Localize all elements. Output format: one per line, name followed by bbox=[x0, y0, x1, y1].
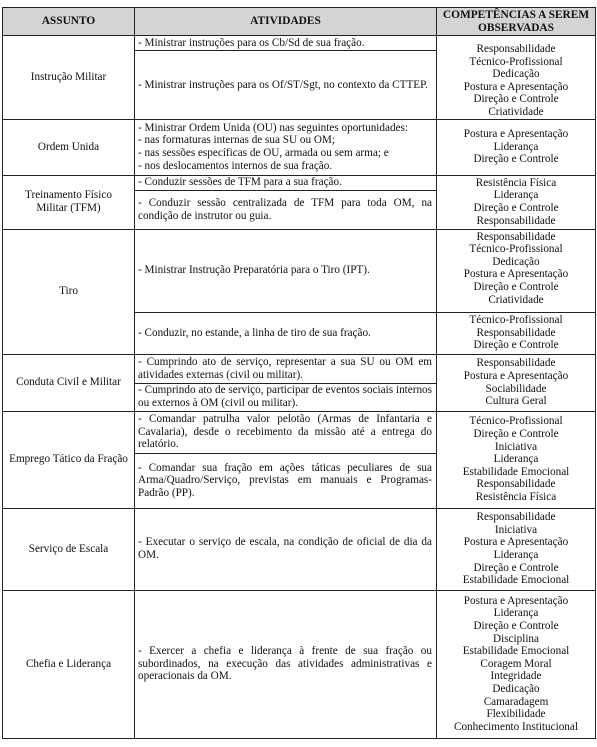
competencias-cell bbox=[437, 411, 596, 508]
competencia-item: Sociabilidade bbox=[485, 382, 547, 395]
atividade-line: - Ministrar Ordem Unida (OU) nas seguintes oportunidades: bbox=[138, 121, 408, 134]
competencia-item: Liderança bbox=[493, 453, 539, 466]
competencia-item: Liderança bbox=[493, 549, 539, 562]
competencia-item: Direção e Controle bbox=[473, 280, 559, 293]
competencia-item: Postura e Apresentação bbox=[463, 128, 569, 141]
header-atividades: ATIVIDADES bbox=[135, 8, 437, 36]
competencia-item: Estabilidade Emocional bbox=[462, 465, 570, 478]
competencia-item: Responsabilidade bbox=[476, 511, 556, 524]
competencia-item: Disciplina bbox=[493, 632, 539, 645]
atividade-cell: - Ministrar instruções para os Of/ST/Sgt, no contexto da CTTEP. bbox=[135, 51, 437, 119]
competencia-item: Postura e Apresentação bbox=[463, 369, 569, 382]
competencias-table bbox=[2, 7, 596, 739]
competencia-item: Resistência Física bbox=[475, 491, 557, 504]
competencia-item: Estabilidade Emocional bbox=[462, 574, 570, 587]
competencia-item: Camaradagem bbox=[483, 695, 549, 708]
competencia-item: Dedicação bbox=[492, 682, 540, 695]
competencia-item: Direção e Controle bbox=[473, 93, 559, 106]
table-row bbox=[3, 590, 596, 738]
competencia-item: Postura e Apresentação bbox=[463, 80, 569, 93]
atividade-cell: - Cumprindo ato de serviço, representar a sua SU ou OM em atividades externas (civil ou militar). bbox=[135, 354, 437, 383]
competencia-item: Direção e Controle bbox=[473, 428, 559, 441]
assunto-cell: Tiro bbox=[3, 229, 135, 354]
atividade-line: - nas formaturas internas de sua SU ou OM; bbox=[138, 134, 335, 147]
header-row bbox=[3, 8, 596, 36]
atividade-cell: - Conduzir sessão centralizada de TFM para toda OM, na condição de instrutor ou guia. bbox=[135, 190, 437, 229]
competencias-cell bbox=[437, 508, 596, 590]
assunto-cell: Chefia e Liderança bbox=[3, 590, 135, 738]
competencia-item: Técnico-Profissional bbox=[469, 243, 563, 256]
atividade-cell: - Comandar patrulha valor pelotão (Armas de Infantaria e Cavalaria), desde o recebimento da missão até a entrega do relatório. bbox=[135, 411, 437, 453]
competencia-item: Liderança bbox=[493, 189, 539, 202]
header-assunto: ASSUNTO bbox=[3, 8, 135, 36]
competencia-item: Responsabilidade bbox=[476, 326, 556, 339]
atividade-cell: - Conduzir sessões de TFM para a sua fração. bbox=[135, 175, 437, 190]
competencia-item: Direção e Controle bbox=[473, 339, 559, 352]
atividade-cell: - Conduzir, no estande, a linha de tiro de sua fração. bbox=[135, 312, 437, 354]
competencias-cell bbox=[437, 354, 596, 411]
header-competencias bbox=[437, 8, 596, 36]
competencia-item: Liderança bbox=[493, 140, 539, 153]
header-competencias-line-2: OBSERVADAS bbox=[478, 21, 554, 34]
competencia-item: Criatividade bbox=[488, 105, 544, 118]
atividade-cell: - Ministrar instruções para os Cb/Sd de sua fração. bbox=[135, 36, 437, 51]
competencia-item: Direção e Controle bbox=[473, 561, 559, 574]
competencia-item: Dedicação bbox=[492, 68, 540, 81]
competencia-item: Cultura Geral bbox=[485, 395, 547, 408]
competencia-item: Responsabilidade bbox=[476, 357, 556, 370]
competencia-item: Responsabilidade bbox=[476, 478, 556, 491]
competencia-item: Criatividade bbox=[488, 293, 544, 306]
assunto-cell bbox=[3, 175, 135, 229]
competencia-item: Dedicação bbox=[492, 255, 540, 268]
assunto-cell: Serviço de Escala bbox=[3, 508, 135, 590]
competencias-cell bbox=[437, 312, 596, 354]
competencia-item: Integridade bbox=[490, 670, 542, 683]
assunto-cell: Instrução Militar bbox=[3, 36, 135, 120]
competencia-item: Responsabilidade bbox=[476, 43, 556, 55]
competencias-cell bbox=[437, 229, 596, 312]
assunto-cell: Ordem Unida bbox=[3, 119, 135, 175]
competencia-item: Técnico-Profissional bbox=[469, 314, 563, 327]
competencia-item: Liderança bbox=[493, 607, 539, 620]
assunto-cell: Emprego Tático da Fração bbox=[3, 411, 135, 508]
competencia-item: Iniciativa bbox=[494, 440, 538, 453]
atividade-cell: - Comandar sua fração em ações táticas peculiares de sua Arma/Quadro/Serviço, previstas em manuais e Programas-Padrão (PP). bbox=[135, 453, 437, 508]
competencias-cell bbox=[437, 119, 596, 175]
competencia-item: Flexibilidade bbox=[486, 708, 546, 721]
atividade-cell: - Executar o serviço de escala, na condição de oficial de dia da OM. bbox=[135, 508, 437, 590]
competencia-item: Direção e Controle bbox=[473, 153, 559, 166]
competencia-item: Direção e Controle bbox=[473, 619, 559, 632]
atividade-cell: - Cumprindo ato de serviço, participar de eventos sociais internos ou externos à OM (civil ou militar). bbox=[135, 383, 437, 411]
header-competencias-line-1: COMPETÊNCIAS A SEREM bbox=[442, 9, 590, 22]
competencia-item: Responsabilidade bbox=[476, 214, 556, 227]
competencia-item: Técnico-Profissional bbox=[469, 55, 563, 68]
table-row bbox=[3, 229, 596, 312]
competencia-item: Responsabilidade bbox=[476, 230, 556, 243]
competencia-item: Conhecimento Institucional bbox=[454, 720, 578, 733]
competencia-item: Iniciativa bbox=[494, 523, 538, 536]
competencia-item: Postura e Apresentação bbox=[463, 268, 569, 281]
competencia-item: Resistência Física bbox=[475, 176, 557, 189]
table-row bbox=[3, 411, 596, 453]
competencias-cell bbox=[437, 175, 596, 229]
competencias-cell bbox=[437, 590, 596, 738]
table-row bbox=[3, 175, 596, 190]
assunto-cell: Conduta Civil e Militar bbox=[3, 354, 135, 411]
atividade-cell bbox=[135, 119, 437, 175]
competencia-item: Coragem Moral bbox=[480, 657, 552, 670]
table-row bbox=[3, 508, 596, 590]
competencia-item: Postura e Apresentação bbox=[463, 594, 569, 607]
table-row bbox=[3, 36, 596, 51]
atividade-cell: - Ministrar Instrução Preparatória para o Tiro (IPT). bbox=[135, 229, 437, 312]
competencias-cell bbox=[437, 36, 596, 120]
table-row bbox=[3, 354, 596, 383]
atividade-line: - nas sessões específicas de OU, armada ou sem arma; e bbox=[138, 147, 389, 160]
assunto-line: Treinamento Físico bbox=[25, 189, 112, 202]
competencia-item: Direção e Controle bbox=[473, 202, 559, 215]
assunto-line: Militar (TFM) bbox=[36, 202, 101, 215]
competencia-item: Postura e Apresentação bbox=[463, 536, 569, 549]
atividade-line: - nos deslocamentos internos de sua fração. bbox=[138, 159, 333, 172]
competencia-item: Estabilidade Emocional bbox=[462, 645, 570, 658]
atividade-cell: - Exercer a chefia e liderança à frente de sua fração ou subordinados, na execução das atividades administrativas e operacionais da OM. bbox=[135, 590, 437, 738]
table-row bbox=[3, 119, 596, 175]
competencia-item: Técnico-Profissional bbox=[469, 415, 563, 428]
